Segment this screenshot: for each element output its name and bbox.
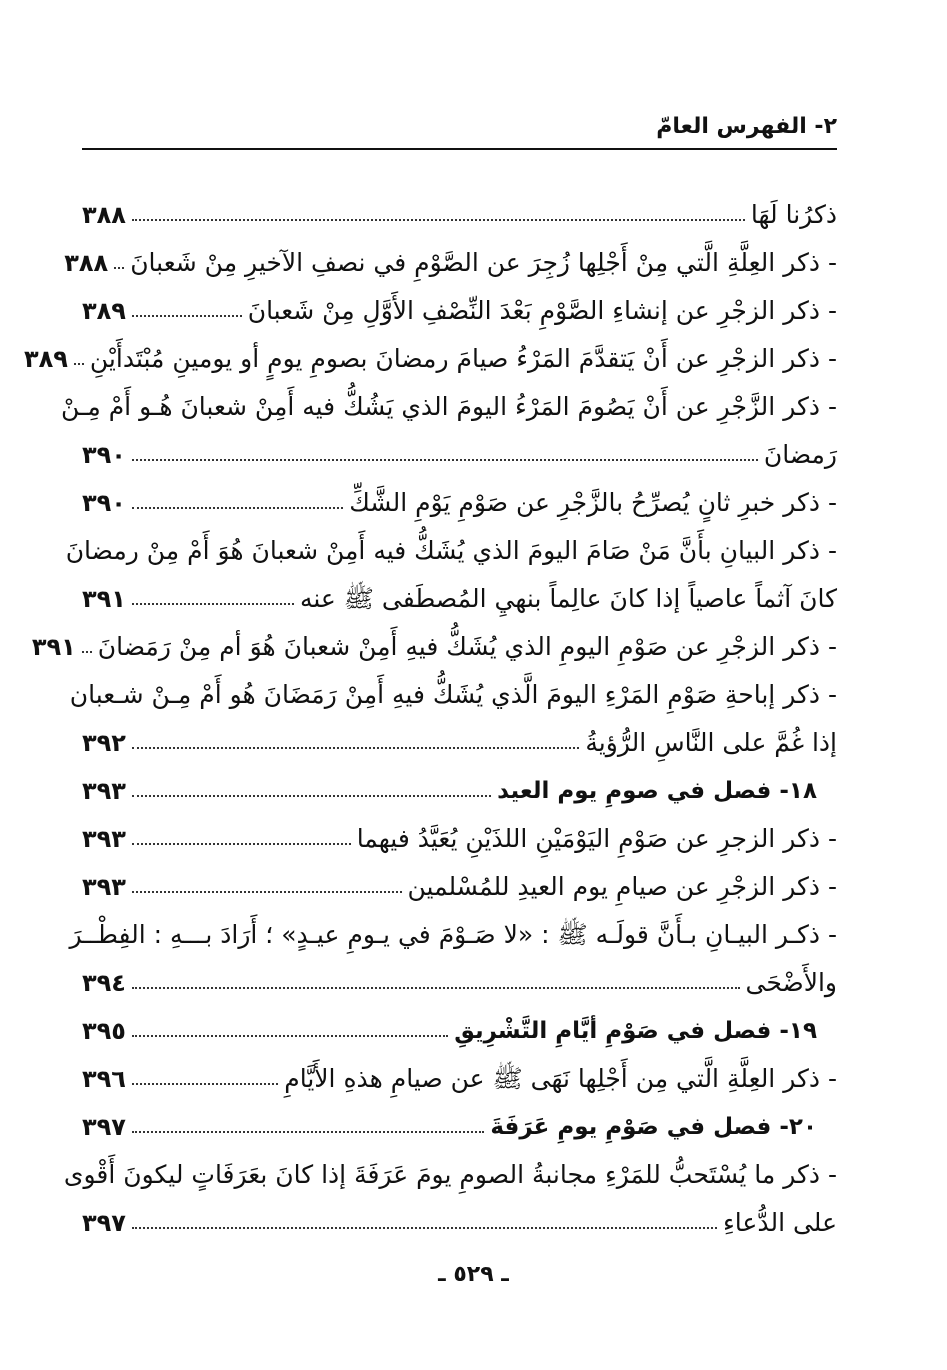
entry-page: ٣٩٠ <box>82 489 126 517</box>
entry-text: - ذكر خبرِ ثانٍ يُصرِّحُ بالزَّجْرِ عن صَوْمِ يَوْمِ الشَّكِّ <box>349 488 837 517</box>
toc-entry <box>82 473 837 521</box>
entry-text: - ذكر الزَّجْرِ عن أَنْ يَصُومَ المَرْءُ اليومَ الذي يَشُكُّ فيه أَمِنْ شعبانَ هُـو أَمْ مِـنْ <box>61 392 837 421</box>
leader-dots <box>132 1227 717 1229</box>
entry-page: ٣٩٧ <box>82 1113 126 1141</box>
leader-dots <box>132 315 242 317</box>
section-heading <box>82 1097 837 1145</box>
entry-page: ٣٨٨ <box>64 249 109 277</box>
entry-page: ٣٨٨ <box>82 201 126 229</box>
section-heading <box>82 761 837 809</box>
toc-entry <box>82 281 837 329</box>
entry-page: ٣٩٠ <box>82 441 126 469</box>
entry-text: - ذكر الزجْرِ عن إنشاءِ الصَّوْمِ بَعْدَ النِّصْفِ الأَوَّلِ مِنْ شَعبانَ <box>247 296 837 325</box>
leader-dots <box>114 267 124 269</box>
entry-text: ١٩- فصل في صَوْمِ أيَّامِ التَّشْرِيقِ <box>454 1018 817 1044</box>
toc-entry <box>82 809 837 857</box>
entry-page: ٣٩٢ <box>82 729 126 757</box>
leader-dots <box>132 1083 278 1085</box>
toc-entry <box>82 713 837 761</box>
entry-text: - ذكر الزجْرِ عن صَوْمِ اليومِ الذي يُشَكُّ فيهِ أَمِنْ شعبانَ هُوَ أم مِنْ رَمَضانَ <box>97 632 837 661</box>
entry-page: ٣٩٤ <box>82 969 126 997</box>
entry-text: ذكرُنا لَهَا <box>750 200 837 229</box>
toc-entry <box>82 1193 837 1241</box>
leader-dots <box>132 747 579 749</box>
leader-dots <box>132 219 745 221</box>
entry-page: ٣٩٣ <box>82 777 126 805</box>
page-header <box>82 112 837 150</box>
entry-text: - ذكر الزجْرِ عن أَنْ يَتقدَّمَ المَرْءُ صيامَ رمضانَ بصومِ يومٍ أو يومينِ مُبْتَدأَيْنِ <box>89 344 837 373</box>
toc-entry <box>82 569 837 617</box>
entry-text: - ذكر الزجْرِ عن صيامِ يوم العيدِ للمُسْلمين <box>407 872 837 901</box>
leader-dots <box>132 507 343 509</box>
toc-entry <box>82 857 837 905</box>
entry-text: - ذكر العِلَّةِ الَّتي مِنْ أَجْلِها زُجِرَ عن الصَّوْمِ في نصفِ الآخيرِ مِنْ شَعبانَ <box>130 248 837 277</box>
leader-dots <box>132 1131 484 1133</box>
toc-entry <box>82 425 837 473</box>
toc-entry <box>31 617 837 665</box>
leader-dots <box>132 987 740 989</box>
entry-text: ١٨- فصل في صومِ يوم العيد <box>497 778 817 804</box>
entry-page: ٣٩٣ <box>82 825 126 853</box>
toc-entry-continued <box>61 377 837 425</box>
leader-dots <box>132 843 351 845</box>
entry-text: رَمضانَ <box>763 440 837 469</box>
toc-entry <box>82 1049 837 1097</box>
entry-page: ٣٩٦ <box>82 1065 126 1093</box>
leader-dots <box>132 795 491 797</box>
entry-text: كانَ آثماً عاصياً إذا كانَ عالِماً بنهيِ المُصطَفى ﷺ عنه <box>299 584 837 613</box>
toc-entry-continued <box>69 905 837 953</box>
leader-dots <box>132 891 402 893</box>
toc-entry-continued <box>69 665 837 713</box>
entry-page: ٣٩٣ <box>82 873 126 901</box>
leader-dots <box>74 363 84 365</box>
entry-text: - ذكر إباحةِ صَوْمِ المَرْءِ اليومَ الَّذي يُشَكُّ فيهِ أَمِنْ رَمَضَانَ هُو أَمْ مِـنْ شـعبان <box>69 680 837 709</box>
entry-text: ٢٠- فصل في صَوْمِ يومِ عَرَفَةَ <box>490 1114 817 1140</box>
entry-text: والأَضْحَى <box>745 968 837 997</box>
toc-entry <box>82 953 837 1001</box>
entry-text: - ذكـر البيـانِ بـأَنَّ قولَـه ﷺ : «لا صَـوْمَ في يـومِ عيـدٍ» ؛ أَرَادَ بـــهِ : الفِطْــرَ <box>69 920 837 949</box>
toc-entry <box>64 233 837 281</box>
entry-page: ٣٩٥ <box>82 1017 126 1045</box>
entry-text: إذا غُمَّ على النَّاسِ الرُّؤيةُ <box>585 728 837 757</box>
entry-page: ٣٩١ <box>31 633 76 661</box>
entry-page: ٣٨٩ <box>23 345 68 373</box>
toc-entry <box>82 185 837 233</box>
toc-entry-continued <box>65 521 837 569</box>
section-heading <box>82 1001 837 1049</box>
entry-page: ٣٩٧ <box>82 1209 126 1237</box>
page-number: ـ ٥٢٩ ـ <box>438 1262 509 1287</box>
entry-text: - ذكر الزجرِ عن صَوْمِ اليَوْمَيْنِ اللذَيْنِ يُعَيَّدُ فيهما <box>356 824 837 853</box>
entry-text: - ذكر البيانِ بأَنَّ مَنْ صَامَ اليومَ الذي يُشَكُّ فيه أَمِنْ شعبانَ هُوَ أَمْ مِنْ رمضانَ <box>65 536 837 565</box>
leader-dots <box>82 651 92 653</box>
entry-text: على الدُّعاءِ <box>723 1208 837 1237</box>
entry-text: - ذكر العِلَّةِ الَّتي مِن أَجْلِها نَهَى ﷺ عن صيامِ هذهِ الأَيَّامِ <box>284 1064 837 1093</box>
page-title: ٢- الفهرس العامّ <box>656 114 837 139</box>
entry-text: - ذكر ما يُسْتَحبُّ للمَرْءِ مجانبةُ الصومِ يومَ عَرَفَةَ إذا كانَ بعَرَفَاتٍ ليكونَ أَقْوى <box>63 1160 837 1189</box>
table-of-contents <box>23 185 837 1241</box>
entry-page: ٣٨٩ <box>82 297 126 325</box>
leader-dots <box>132 1035 448 1037</box>
leader-dots <box>132 459 758 461</box>
toc-entry <box>23 329 837 377</box>
leader-dots <box>132 603 294 605</box>
toc-entry-continued <box>63 1145 837 1193</box>
entry-page: ٣٩١ <box>82 585 126 613</box>
